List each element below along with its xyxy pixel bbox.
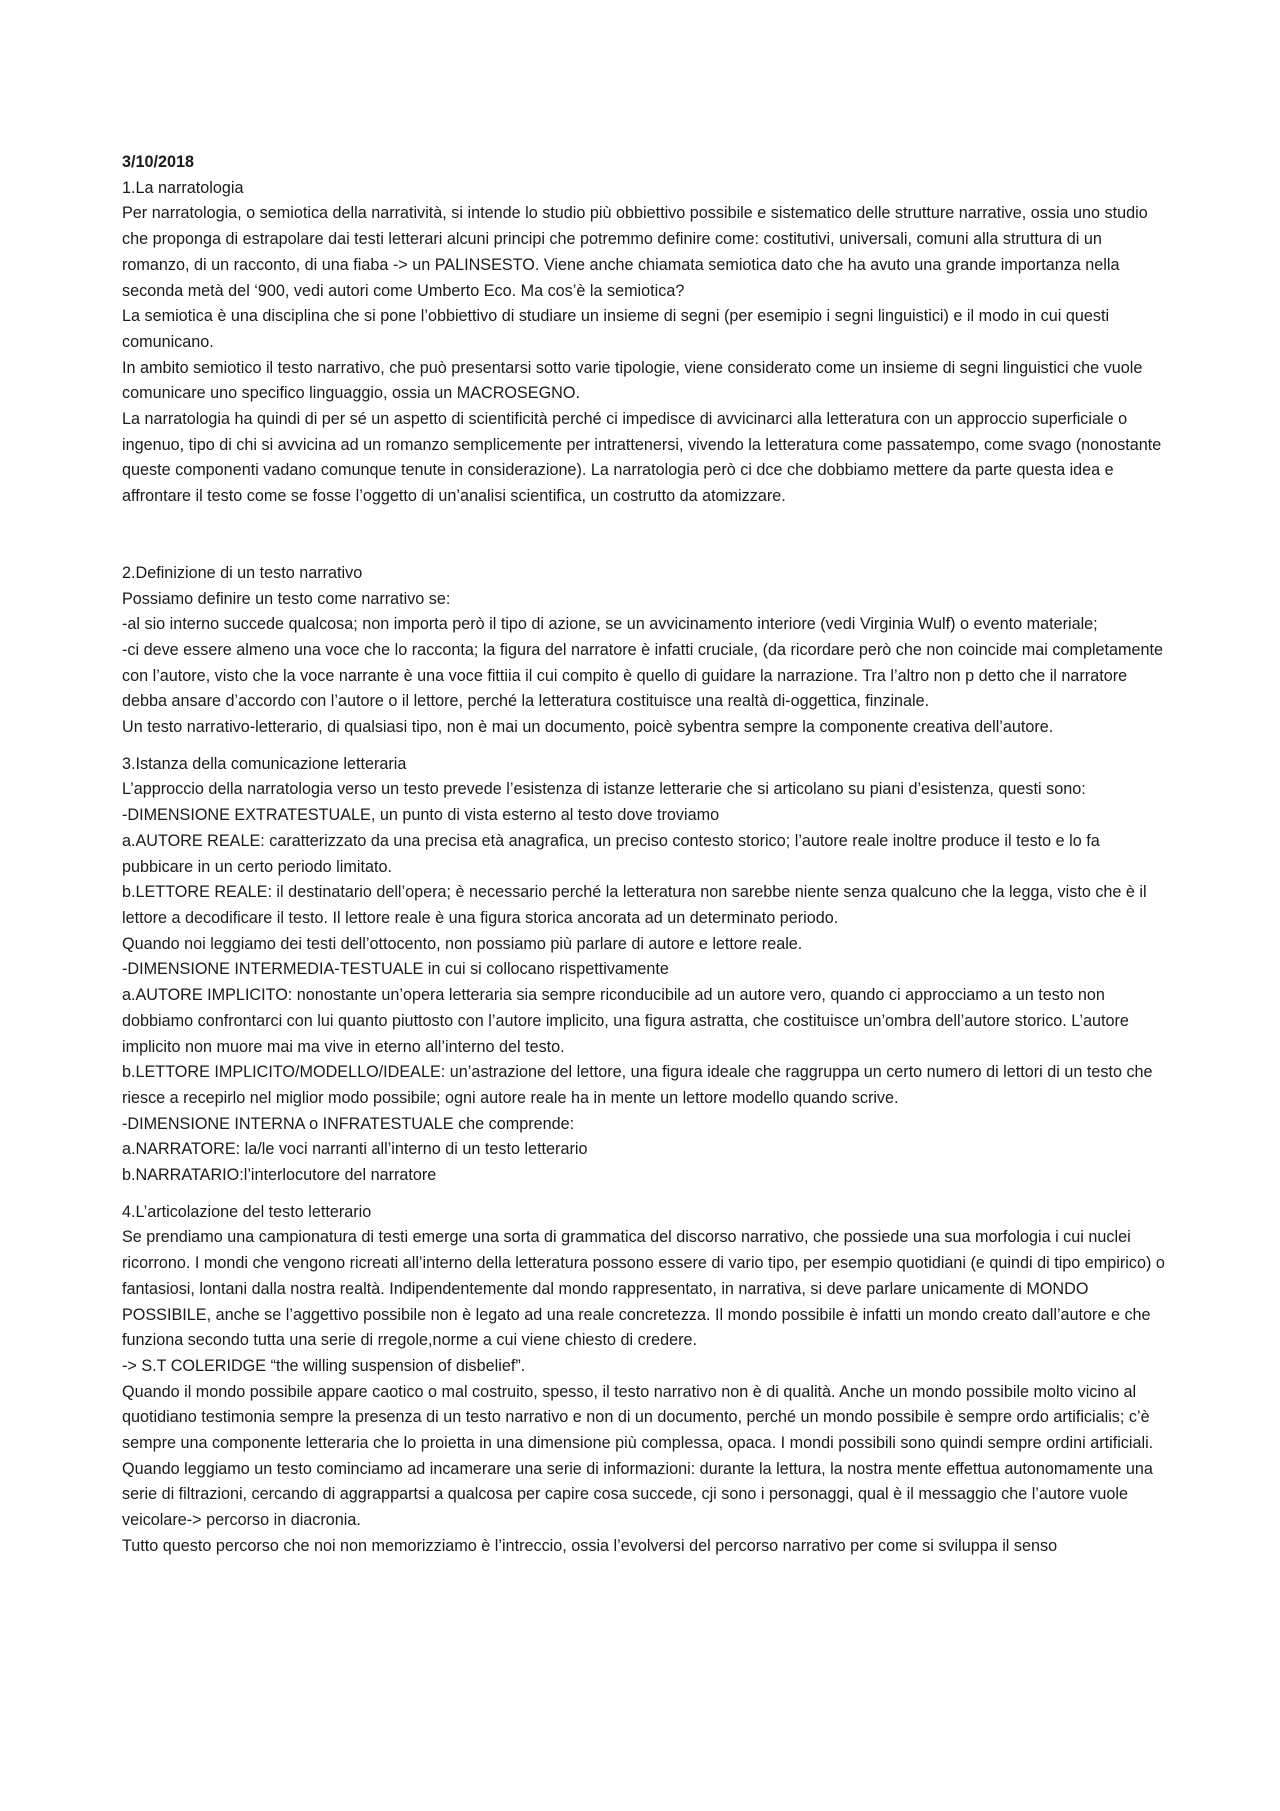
section-title: 1.La narratologia [122,178,244,197]
paragraph: a.AUTORE REALE: caratterizzato da una precisa età anagrafica, un preciso contesto storico; l’autore reale inoltre produce il testo e lo fa pubbicare in un certo periodo limitato. [122,831,1100,876]
section-title: 4.L’articolazione del testo letterario [122,1202,372,1221]
paragraph: -al sio interno succede qualcosa; non importa però il tipo di azione, se un avvicinamento interiore (vedi Virginia Wulf) o evento materiale; [122,615,1098,634]
section-title: 3.Istanza della comunicazione letteraria [122,754,407,773]
paragraph: L’approccio della narratologia verso un testo prevede l’esistenza di istanze letterarie che si articolano su piani d’esistenza, questi sono: [122,780,1086,799]
paragraph: -DIMENSIONE INTERNA o INFRATESTUALE che comprende: [122,1114,575,1133]
paragraph: -> S.T COLERIDGE “the willing suspension of disbelief”. [122,1356,526,1375]
paragraph: -DIMENSIONE INTERMEDIA-TESTUALE in cui si collocano rispettivamente [122,960,669,979]
paragraph: a.AUTORE IMPLICITO: nonostante un’opera letteraria sia sempre riconducibile ad un autore vero, quando ci approcciamo a un testo non dobbiamo confrontarci con lui quanto piuttosto con l’autore implicito, una figura astratta, che costituisce un’ombra dell’autore storico. L’autore implicito non muore mai ma vive in eterno all’interno del testo. [122,986,1129,1056]
section-title: 2.Definizione di un testo narrativo [122,563,363,582]
paragraph: b.NARRATARIO:l’interlocutore del narratore [122,1166,437,1185]
paragraph: Quando il mondo possibile appare caotico o mal costruito, spesso, il testo narrativo non è di qualità. Anche un mondo possibile molto vicino al quotidiano testimonia sempre la presenza di un testo narrativo e non di un documento, perché un mondo possibile è sempre ordo artificialis; c’è sempre una componente letteraria che lo proietta in una dimensione più complessa, opaca. I mondi possibili sono quindi sempre ordini artificiali. Quando leggiamo un testo cominciamo ad incamerare una serie di informazioni: durante la lettura, la nostra mente effettua autonomamente una serie di filtrazioni, cercando di aggrappartsi a qualcosa per capire cosa succede, cji sono i personaggi, qual è il messaggio che l’autore vuole veicolare-> percorso in diacronia. [122,1382,1154,1530]
section-articolazione [122,1200,1172,1560]
document-date: 3/10/2018 [122,153,195,171]
paragraph: Se prendiamo una campionatura di testi emerge una sorta di grammatica del discorso narrativo, che possiede una sua morfologia i cui nuclei ricorrono. I mondi che vengono ricreati all’interno della letteratura possono essere di vario tipo, per esempio quotidiani (e quindi di tipo empirico) o fantasiosi, lontani dalla nostra realtà. Indipendentemente dal mondo rappresentato, in narrativa, si deve parlare unicamente di MONDO POSSIBILE, anche se l’aggettivo possibile non è legato ad una reale concretezza. Il mondo possibile è infatti un mondo creato dall’autore e che funziona secondo tutta una serie di rregole,norme a cui viene chiesto di credere. [122,1228,1165,1350]
paragraph: La narratologia ha quindi di per sé un aspetto di scientificità perché ci impedisce di avvicinarci alla letteratura con un approccio superficiale o ingenuo, tipo di chi si avvicina ad un romanzo semplicemente per intrattenersi, vivendo la letteratura come passatempo, come svago (nonostante queste componenti vadano comunque tenute in considerazione). La narratologia però ci dce che dobbiamo mettere da parte questa idea e affrontare il testo come se fosse l’oggetto di un’analisi scientifica, un costrutto da atomizzare. [122,410,1162,506]
section-istanza [122,752,1172,1189]
paragraph: a.NARRATORE: la/le voci narranti all’interno di un testo letterario [122,1140,588,1159]
paragraph: Per narratologia, o semiotica della narratività, si intende lo studio più obbiettivo possibile e sistematico delle strutture narrative, ossia uno studio che proponga di estrapolare dai testi letterari alcuni principi che potremmo definire come: costitutivi, universali, comuni alla struttura di un romanzo, di un racconto, di una fiaba -> un PALINSESTO. Viene anche chiamata semiotica dato che ha avuto una grande importanza nella seconda metà del ‘900, vedi autori come Umberto Eco. Ma cos’è la semiotica? [122,204,1148,300]
paragraph: b.LETTORE IMPLICITO/MODELLO/IDEALE: un’astrazione del lettore, una figura ideale che raggruppa un certo numero di lettori di un testo che riesce a recepirlo nel miglior modo possibile; ogni autore reale ha in mente un lettore modello quando scrive. [122,1063,1153,1107]
paragraph: Quando noi leggiamo dei testi dell’ottocento, non possiamo più parlare di autore e lettore reale. [122,934,803,953]
paragraph: In ambito semiotico il testo narrativo, che può presentarsi sotto varie tipologie, viene considerato come un insieme di segni linguistici che vuole comunicare uno specifico linguaggio, ossia un MACROSEGNO. [122,358,1143,403]
paragraph: Tutto questo percorso che noi non memorizziamo è l’intreccio, ossia l’evolversi del percorso narrativo per come si sviluppa il senso [122,1536,1058,1555]
section-definizione [122,561,1172,741]
paragraph: -ci deve essere almeno una voce che lo racconta; la figura del narratore è infatti cruciale, (da ricordare però che non coincide mai completamente con l’autore, visto che la voce narrante è una voce fittiia il cui compito è quello di guidare la narrazione. Tra l’altro non p detto che il narratore debba ansare d’accordo con l’autore o il lettore, perché la letteratura costituisce una realtà di-oggettica, finzinale. [122,640,1164,711]
paragraph: La semiotica è una disciplina che si pone l’obbiettivo di studiare un insieme di segni (per esemipio i segni linguistici) e il modo in cui questi comunicano. [122,307,1110,351]
paragraph: Possiamo definire un testo come narrativo se: [122,589,451,608]
section-narratologia [122,176,1172,510]
paragraph: Un testo narrativo-letterario, di qualsiasi tipo, non è mai un documento, poicè sybentra sempre la componente creativa dell’autore. [122,718,1054,737]
document-page [122,150,1172,1560]
paragraph: -DIMENSIONE EXTRATESTUALE, un punto di vista esterno al testo dove troviamo [122,806,720,825]
paragraph: b.LETTORE REALE: il destinatario dell’opera; è necessario perché la letteratura non sarebbe niente senza qualcuno che la legga, visto che è il lettore a decodificare il testo. Il lettore reale è una figura storica ancorata ad un determinato periodo. [122,883,1147,927]
